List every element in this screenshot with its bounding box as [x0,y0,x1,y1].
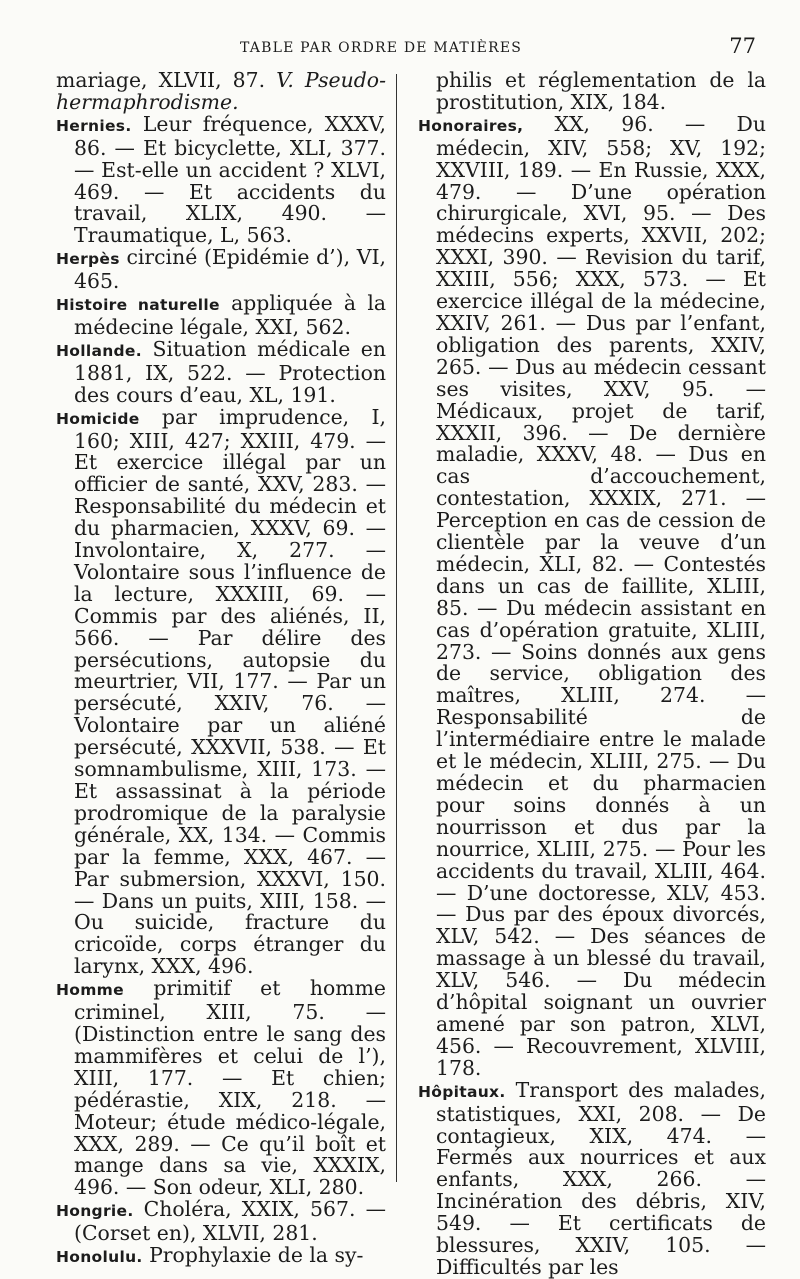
index-entry-honolulu [56,1245,386,1269]
entry-heading: Homicide [56,409,140,428]
entry-heading: Histoire naturelle [56,296,220,315]
entry-text: Prophylaxie de la sy- [142,1243,364,1268]
cross-reference: V. Pseudo-hermaphrodisme. [56,68,386,114]
entry-text: par imprudence, I, 160; XIII, 427; XXIII, 479. — Et exercice illégal par un officier de santé, XXV, 283. — Responsabilité du médecin et du pharmacien, XXXV, 69. — Involontaire, X, 277. — Volontaire sous l’influence de la lecture, XXXIII, 69. — Commis par des aliénés, II, 566. — Par délire des persécutions, autopsie du meurtrier, VII, 177. — Par un persécuté, XXIV, 76. — Volontaire par un aliéné persécuté, XXXVII, 538. — Et somnambulisme, XIII, 173. — Et assassinat à la période prodromique de la paralysie générale, XX, 134. — Commis par la femme, XXX, 467. — Par submersion, XXXVI, 150. — Dans un puits, XIII, 158. — Ou suicide, fracture du cricoïde, corps étranger du larynx, XXX, 496. [74,404,386,979]
entry-text: Leur fréquence, XXXV, 86. — Et bicyclette, XLI, 377. — Est-elle un accident ? XLVI, 469. — Et accidents du travail, XLIX, 490. — Traumatique, L, 563. [74,111,386,248]
entry-heading: Hôpitaux. [418,1082,506,1101]
entry-text: appliquée à la médecine légale, XXI, 562. [74,291,386,339]
index-entry-hongrie [56,1199,386,1245]
running-title: TABLE PAR ORDRE DE MATIÈRES [240,40,523,56]
page-header [44,36,764,62]
page-number: 77 [729,34,756,58]
entry-heading: Hollande. [56,341,142,360]
entry-text: circiné (Epidémie d’), VI, 465. [74,245,386,294]
entry-heading: Honoraires, [418,116,524,135]
entry-heading: Herpès [56,250,120,269]
entry-heading: Hongrie. [56,1202,134,1221]
entry-heading: Homme [56,981,124,1000]
index-entry-homicide [56,404,386,979]
continued-entry [56,70,386,114]
entry-heading: Honolulu. [56,1248,143,1267]
entry-heading: Hernies. [56,116,132,135]
entry-text: XX, 96. — Du médecin, XIV, 558; XV, 192; XXVIII, 189. — En Russie, XXX, 479. — D’une opération chirurgicale, XVI, 95. — Des médecins experts, XXVII, 202; XXXI, 390. — Revision du tarif, XXIII, 556; XXX, 573. — Et exercice illégal de la médecine, XXIV, 261. — Dus par l’enfant, obligation des parents, XXIV, 265. — Dus au médecin cessant ses visites, XXV, 95. — Médicaux, projet de tarif, XXXII, 396. — De dernière maladie, XXXV, 48. — Dus en cas d’accouchement, contestation, XXXIX, 271. — Perception en cas de cession de clientèle par la veuve d’un médecin, XLI, 82. — Contestés dans un cas de faillite, XLIII, 85. — Du médecin assistant en cas d’opération gratuite, XLIII, 273. — Soins donnés aux gens de service, obligation des maîtres, XLIII, 274. — Responsabilité de l’intermédiaire entre le malade et le médecin, XLIII, 275. — Du médecin et du pharmacien pour soins donnés à un nourrisson et dus par la nourrice, XLIII, 275. — Pour les accidents du travail, XLIII, 464. — D’une doctoresse, XLV, 453. — Dus par des époux divorcés, XLV, 542. — Des séances de massage à un blessé du travail, XLV, 546. — Du médecin d’hôpital soignant un ouvrier amené par son patron, XLVI, 456. — Recouvrement, XLVIII, 178. [436,111,766,1080]
index-entry-hernies [56,111,386,248]
left-column [56,70,386,1269]
entry-text: mariage, XLVII, 87. [56,68,277,92]
entry-text: Transport des malades, statistiques, XXI, 208. — De contagieux, XIX, 474. — Fermés aux nourrices et aux enfants, XXX, 266. — Incinération des débris, XIV, 549. — Et certificats de blessures, XXIV, 105. — Difficultés par les [436,1077,766,1279]
column-divider [396,74,397,1182]
index-entry-histoire-naturelle [56,293,386,339]
right-column [418,70,766,1279]
entry-text: primitif et homme criminel, XIII, 75. — (Distinction entre le sang des mammifères et celui de l’), XIII, 177. — Et chien; pédérastie, XIX, 218. — Moteur; étude médico-légale, XXX, 289. — Ce qu’il boît et mange dans sa vie, XXXIX, 496. — Son odeur, XLI, 280. [74,976,386,1200]
continued-entry: philis et réglementation de la prostitution, XIX, 184. [436,68,766,114]
index-entry-herpes [56,247,386,293]
index-entry-honoraires [418,111,766,1080]
entry-text: Choléra, XXIX, 567. — (Corset en), XLVII, 281. [74,1197,386,1246]
entry-text: Situation médicale en 1881, IX, 522. — Protection des cours d’eau, XL, 191. [74,336,386,407]
index-entry-hollande [56,336,386,407]
index-entry-hopitaux [418,1077,766,1279]
index-entry-homme [56,978,386,1199]
